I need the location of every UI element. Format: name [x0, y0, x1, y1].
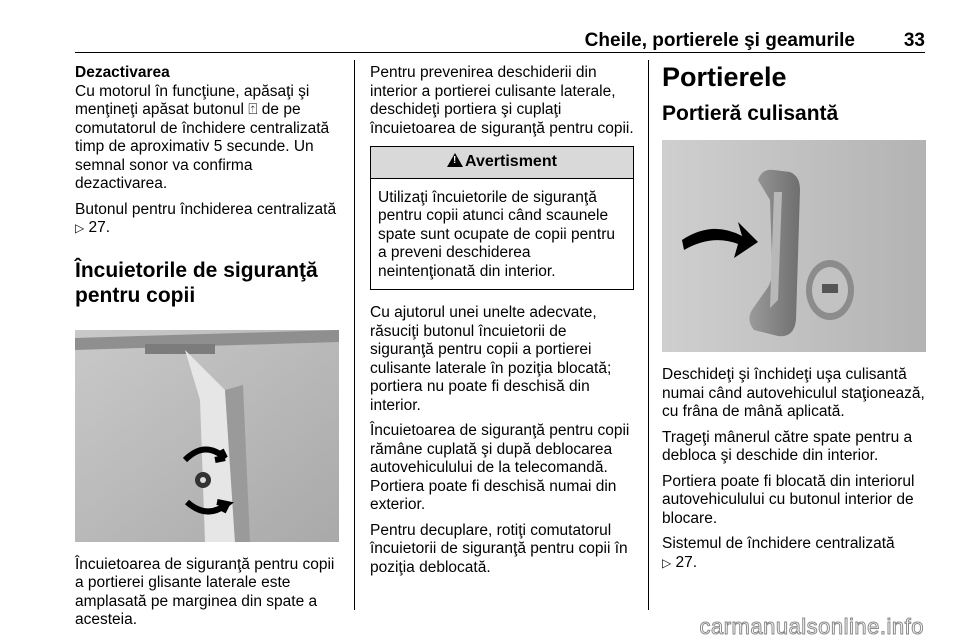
button-ref[interactable]: 27. [88, 219, 111, 236]
warning-title: Avertisment [465, 153, 557, 170]
button-text: Butonul pentru închiderea centralizată [75, 200, 337, 218]
image-caption: Încuietoarea de siguranţă pentru copii a portierei glisante laterale este amplasată pe marginea din spate a acesteia. [75, 555, 335, 628]
deactivation-heading: Dezactivarea [75, 64, 170, 81]
column-divider-1 [354, 60, 355, 610]
column-2 [370, 64, 634, 584]
page-number: 33 [903, 30, 925, 51]
paragraph-2: Încuietoarea de siguranţă pentru copii rămâne cuplată şi după deblocarea autovehiculului de la telecomandă. Portiera poate fi deschisă numai din exterior. [370, 422, 630, 513]
paragraph-2: Trageţi mânerul către spate pentru a debloca şi deschide din interior. [662, 428, 913, 464]
warning-header [371, 147, 633, 179]
warning-body: Utilizaţi încuietorile de siguranţă pentru copii atunci când scaunele spate sunt ocupate de copii pentru a preveni deschiderea neintenţionată din interior. [378, 188, 615, 280]
header-rule [75, 52, 925, 53]
column-3 [662, 62, 926, 579]
paragraph-3: Pentru decuplare, rotiţi comutatorul încuietorii de siguranţă pentru copii în poziţia deblocată. [370, 521, 628, 576]
paragraph-1: Cu ajutorul unei unelte adecvate, răsuciţi butonul încuietorii de siguranţă pentru copii a portierei culisante laterale în poziţia blocată; portiera nu poate fi deschisă din interior. [370, 304, 612, 414]
section-subtitle: Portieră culisantă [662, 102, 839, 125]
column-divider-2 [648, 60, 649, 610]
central-locking-ref[interactable]: 27. [675, 553, 698, 571]
section-title: Încuietorile de siguranţă pentru copii [75, 258, 318, 307]
central-locking-text: Sistemul de închidere centralizată [662, 535, 895, 552]
intro-text: Pentru prevenirea deschiderii din interior a portierei culisante laterale, deschideţi portiera şi cuplaţi încuietoarea de siguranţă pentru copii. [370, 64, 634, 137]
deactivation-text: Cu motorul în funcţiune, apăsaţi şi menţineţi apăsat butonul ⍐ de pe comutatorul de închidere centralizată timp de aproximativ 5 secunde. Un semnal sonor va confirma dezactivarea. [75, 82, 330, 192]
paragraph-1: Deschideţi şi închideţi uşa culisantă numai când autovehiculul staţionează, cu frâna de mână aplicată. [662, 366, 925, 420]
child-lock-image [75, 330, 339, 542]
chapter-title: Portierele [662, 62, 787, 92]
warning-triangle-icon: ! [447, 153, 463, 167]
paragraph-4 [662, 535, 926, 572]
paragraph-3: Portiera poate fi blocată din interiorul autovehiculului cu butonul interior de blocare. [662, 472, 915, 527]
warning-box [370, 146, 634, 290]
page-header [75, 30, 925, 54]
button-paragraph [75, 201, 341, 238]
ref-arrow-icon: ▷ [662, 555, 672, 570]
ref-arrow-icon: ▷ [75, 221, 85, 235]
column-1 [75, 64, 341, 637]
header-title: Cheile, portierele şi geamurile [584, 30, 855, 51]
watermark: carmanualsonline.info [699, 614, 924, 639]
sliding-door-handle-image [662, 140, 926, 352]
